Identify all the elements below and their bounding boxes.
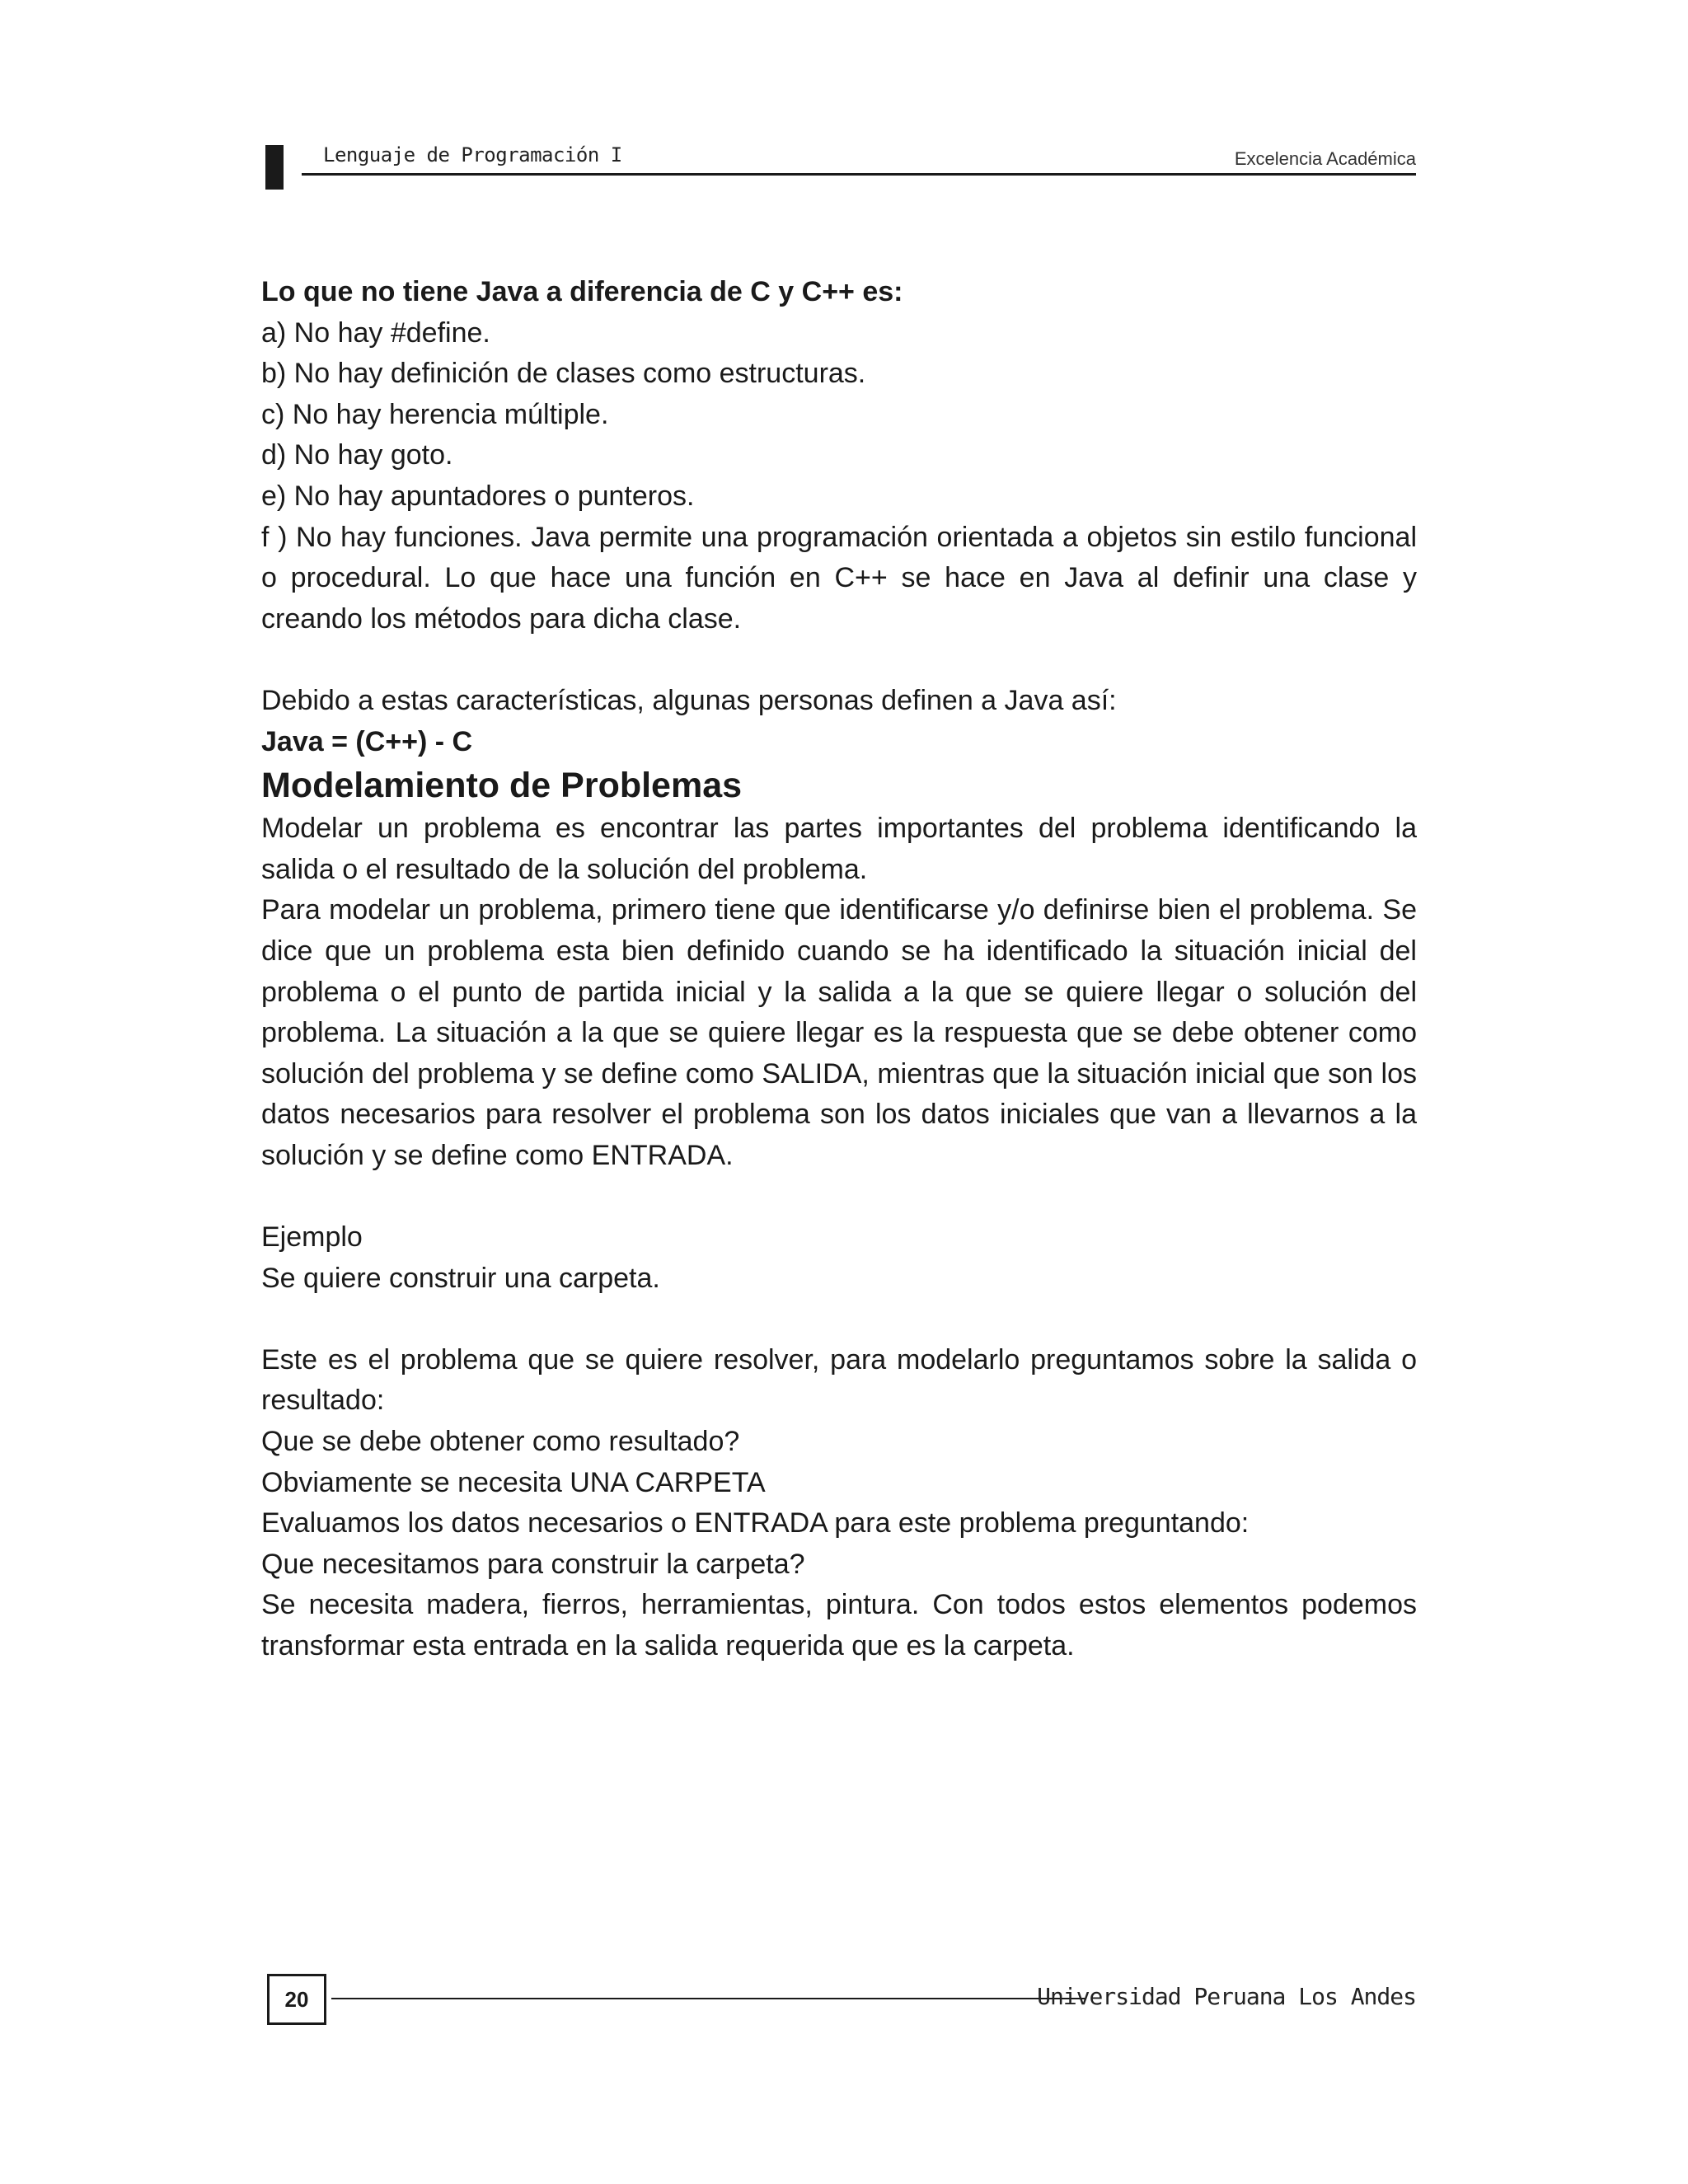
example-line: Se necesita madera, fierros, herramientas, pintura. Con todos estos elementos podemos transformar esta entrada en la salida requerida que es la carpeta. (261, 1589, 1417, 1661)
page-number: 20 (284, 1986, 309, 2012)
list-item-a: a) No hay #define. (261, 316, 490, 349)
header-rule (302, 173, 1416, 176)
spacer (261, 1299, 1417, 1340)
paragraph-modelar: Modelar un problema es encontrar las partes importantes del problema identificando la salida o el resultado de la solución del problema. (261, 813, 1417, 885)
example-statement: Se quiere construir una carpeta. (261, 1262, 660, 1294)
header-book-title: Lenguaje de Programación I (323, 143, 622, 166)
page-body (261, 272, 1417, 1667)
page-number-box (267, 1974, 326, 2025)
header-tagline: Excelencia Académica (1234, 148, 1416, 169)
list-item-b: b) No hay definición de clases como estructuras. (261, 358, 866, 390)
example-line: Evaluamos los datos necesarios o ENTRADA para este problema preguntando: (261, 1507, 1250, 1540)
spacer (261, 640, 1417, 681)
footer-rule (331, 1998, 1085, 1999)
header-marker-block (265, 145, 284, 190)
list-item-c: c) No hay herencia múltiple. (261, 398, 609, 430)
list-item-e: e) No hay apuntadores o punteros. (261, 480, 695, 512)
example-line: Que necesitamos para construir la carpeta? (261, 1548, 805, 1580)
paragraph-definir-problema: Para modelar un problema, primero tiene que identificarse y/o definirse bien el problema. Se dice que un problema esta bien definido cuando se ha identificado la situación inicial del problema o el punto de partida inicial y la salida a la que se quiere llegar o solución del problema. La situación a la que se quiere llegar es la respuesta que se debe obtener como solución del problema y se define como SALIDA, mientras que la situación inicial que son los datos necesarios para resolver el problema son los datos iniciales que van a llevarnos a la solución y se define como ENTRADA. (261, 894, 1417, 1171)
section-heading-java-differences: Lo que no tiene Java a diferencia de C y C++ es: (261, 276, 903, 307)
example-line: Obviamente se necesita UNA CARPETA (261, 1466, 766, 1498)
section-title-modelamiento: Modelamiento de Problemas (261, 766, 743, 806)
footer-university-name: Universidad Peruana Los Andes (1037, 1983, 1416, 2010)
java-definition-intro: Debido a estas características, algunas personas definen a Java así: (261, 684, 1117, 716)
example-label: Ejemplo (261, 1221, 363, 1254)
example-line: Este es el problema que se quiere resolver, para modelarlo preguntamos sobre la salida o resultado: (261, 1343, 1417, 1417)
spacer (261, 1176, 1417, 1217)
list-item-f: f ) No hay funciones. Java permite una programación orientada a objetos sin estilo funcional o procedural. Lo que hace una función en C++ se hace en Java al definir una clase y creando los métodos para dicha clase. (261, 521, 1417, 635)
list-item-d: d) No hay goto. (261, 439, 453, 471)
java-formula: Java = (C++) - C (261, 725, 473, 757)
example-line: Que se debe obtener como resultado? (261, 1426, 740, 1458)
